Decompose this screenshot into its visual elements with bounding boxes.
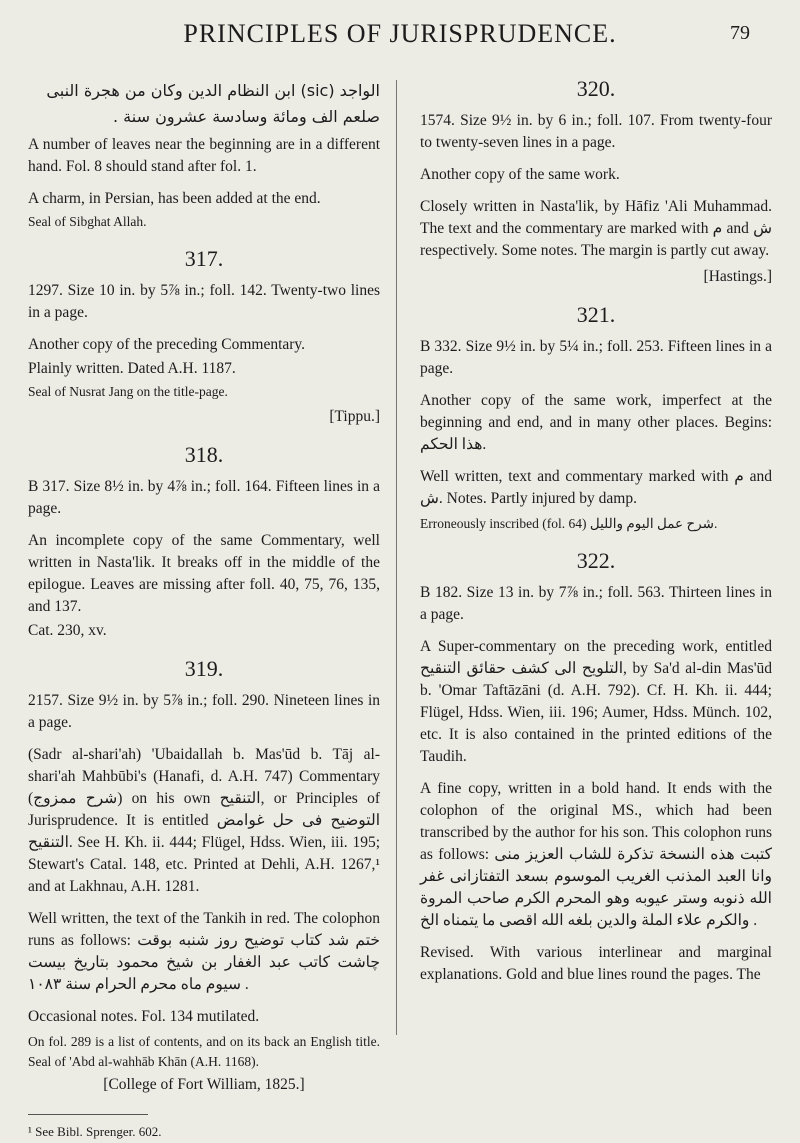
entry-number: 322. [576,548,616,573]
entry-note: Occasional notes. Fol. 134 mutilated. [28,1008,260,1025]
footnote: ¹ See Bibl. Sprenger. 602. [28,1124,162,1139]
running-title: PRINCIPLES OF JURISPRUDENCE. [183,19,617,48]
right-column [420,78,772,996]
entry-note: Well written, the text of the Tankih in red. The colophon runs as follows: ختم شد كتاب توضيح روز شنبه بوقت چاشت كاتب عبد الغفار بن شيخ محمود بتاريخ بيست سيوم ماه محرم الحرام سنة ١٠٨٣ . [28,910,381,993]
entry-heading: B 317. Size 8½ in. by 4⅞ in.; foll. 164. Fifteen lines in a page. [28,478,380,517]
entry-description: Another copy of the same work, imperfect at the beginning and end, and in many other places. Begins: هذا الحكم. [420,392,772,453]
entry-note: Erroneously inscribed (fol. 64) شرح عمل اليوم والليل. [420,516,718,531]
seal-note: Seal of Sibghat Allah. [28,214,147,229]
entry-note: A charm, in Persian, has been added at the end. [28,190,321,207]
catalogue-ref: Cat. 230, xv. [28,622,107,639]
entry-note: Plainly written. Dated A.H. 1187. [28,360,236,377]
entry-heading: 1297. Size 10 in. by 5⅞ in.; foll. 142. Twenty-two lines in a page. [28,282,380,321]
seal-note: Seal of Nusrat Jang on the title-page. [28,384,228,399]
entry-heading: 2157. Size 9½ in. by 5⅞ in.; foll. 290. Nineteen lines in a page. [28,692,380,731]
column-divider [396,80,397,1035]
seal-note: On fol. 289 is a list of contents, and on its back an English title. Seal of 'Abd al-wahhāb Khān (A.H. 1168). [28,1034,380,1069]
entry-note: A fine copy, written in a bold hand. It ends with the colophon of the original MS., which had been transcribed by the author for his son. This colophon runs as follows: كتبت هذه النسخة تذكرة للشاب العزيز منى وانا العبد المذنب الغريب الموسوم بسعد التفتازانى غفر الله ذنوبه وستر عيوبه وهو المحرم الكرم صاحب المروة والكرم علاء الملة والدين بلغه الله اقصى ما يتمناه الخ . [420,780,773,929]
collection-mark: [College of Fort William, 1825.] [103,1076,305,1093]
entry-description: A Super-commentary on the preceding work, entitled التلويح الى كشف حقائق التنقيح, by Sa'd al-din Mas'ūd b. 'Omar Taftāzāni (d. A.H. 792). Cf. H. Kh. ii. 444; Flügel, Hdss. Wien, iii. 196; Aumer, Hdss. Münch. 102, etc. It is also contained in the printed editions of the Taudih. [420,638,772,765]
entry-number: 319. [184,656,224,681]
entry-heading: 1574. Size 9½ in. by 6 in.; foll. 107. From twenty-four to twenty-seven lines in a page. [420,112,772,151]
footnote-rule [28,1114,148,1115]
entry-description: An incomplete copy of the same Commentary, well written in Nasta'lik. It breaks off in the middle of the epilogue. Leaves are missing after foll. 40, 75, 76, 135, and 137. [28,532,380,615]
entry-heading: B 182. Size 13 in. by 7⅞ in.; foll. 563. Thirteen lines in a page. [420,584,772,623]
entry-note: A number of leaves near the beginning are in a different hand. Fol. 8 should stand after fol. 1. [28,136,380,175]
page-number: 79 [730,22,750,44]
collection-mark: [Tippu.] [329,408,380,425]
entry-note: Closely written in Nasta'lik, by Hāfiz 'Ali Muhammad. The text and the commentary are marked with م and ش respectively. Some notes. The margin is partly cut away. [420,198,772,259]
entry-number: 317. [184,246,224,271]
entry-description: Another copy of the preceding Commentary. [28,336,306,353]
entry-number: 318. [184,442,224,467]
collection-mark: [Hastings.] [703,268,772,285]
entry-heading: B 332. Size 9½ in. by 5¼ in.; foll. 253. Fifteen lines in a page. [420,338,772,377]
arabic-colophon: الواجد (sic) ابن النظام الدين وكان من هجرة النبى صلعم الف ومائة وسادسة عشرون سنة . [46,81,380,126]
entry-number: 321. [576,302,616,327]
entry-note: Well written, text and commentary marked with م and ش. Notes. Partly injured by damp. [420,468,772,507]
left-column [28,78,380,1143]
entry-description: Another copy of the same work. [420,166,620,183]
entry-note: Revised. With various interlinear and marginal explanations. Gold and blue lines round the pages. The [420,944,772,983]
entry-number: 320. [576,76,616,101]
page-header [30,14,770,54]
entry-description: (Sadr al-shari'ah) 'Ubaidallah b. Mas'ūd b. Tāj al-shari'ah Mahbūbi's (Hanafi, d. A.H. 747) Commentary (شرح ممزوج) on his own التنقيح, or Principles of Jurisprudence. It is entitled التوضيح فى حل غوامض التنقيح. See H. Kh. ii. 444; Flügel, Hdss. Wien, iii. 195; Stewart's Catal. 148, etc. Printed at Dehli, A.H. 1267,¹ and at Lakhnau, A.H. 1281. [28,746,381,895]
